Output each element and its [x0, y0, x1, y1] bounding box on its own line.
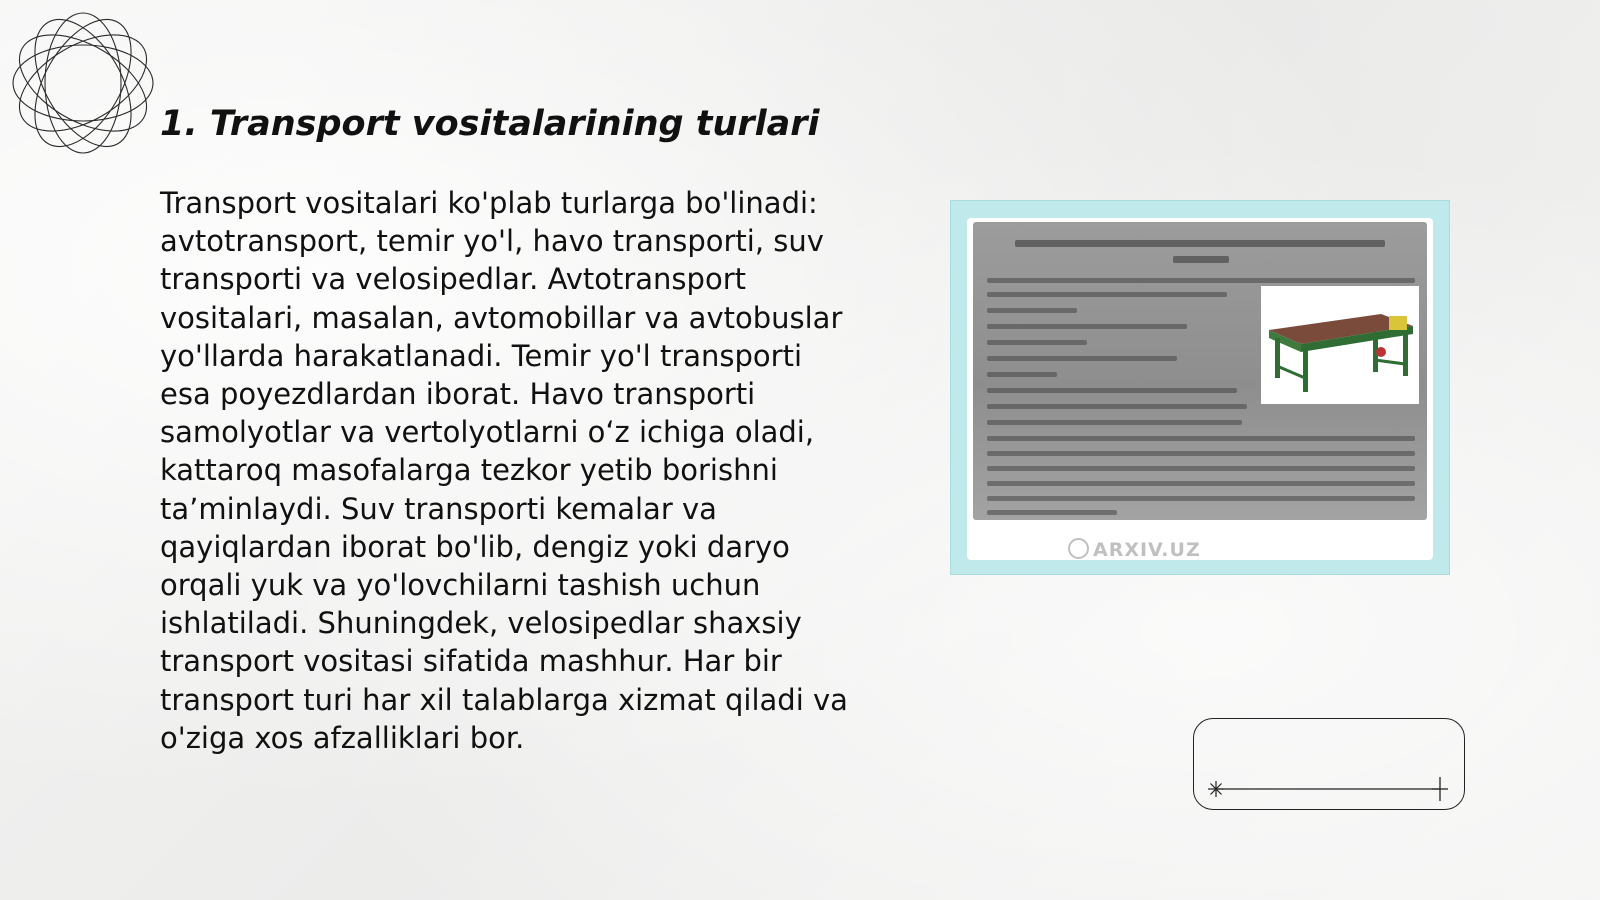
slide-title: 1. Transport vositalarining turlari [160, 104, 820, 144]
decorative-line [1194, 719, 1466, 811]
document-image [967, 218, 1433, 560]
slide-body-text: Transport vositalari ko'plab turlarga bo'linadi: avtotransport, temir yo'l, havo transporti, suv transporti va velosipedlar. Avtotransport vositalari, masalan, avtomobillar va avtobuslar yo'llarda harakatlanadi. Temir yo'l transporti esa poyezdlardan iborat. Havo transporti samolyotlar va vertolyotlarni o‘z ichiga oladi, kattaroq masofalarga tezkor yetib borishni ta’minlaydi. Suv transporti kemalar va qayiqlardan iborat bo'lib, dengiz yoki daryo orqali yuk va yo'lovchilarni tashish uchun ishlatiladi. Shuningdek, velosipedlar shaxsiy transport vositasi sifatida mashhur. Har bir transport turi har xil talablarga xizmat qiladi va o'ziga xos afzalliklari bor. [160, 186, 848, 755]
watermark-text: ARXIV.UZ [1093, 539, 1201, 561]
decorative-box [1193, 718, 1465, 810]
watermark [1068, 538, 1201, 561]
document-page-scan [973, 222, 1427, 520]
sparkle-icon [1432, 777, 1448, 801]
conveyor-icon [1261, 286, 1419, 404]
circle-ornament-icon [8, 8, 158, 158]
starburst-icon [1208, 781, 1224, 797]
document-image-frame [950, 200, 1450, 575]
watermark-logo-icon [1068, 538, 1089, 559]
conveyor-photo [1261, 286, 1419, 404]
